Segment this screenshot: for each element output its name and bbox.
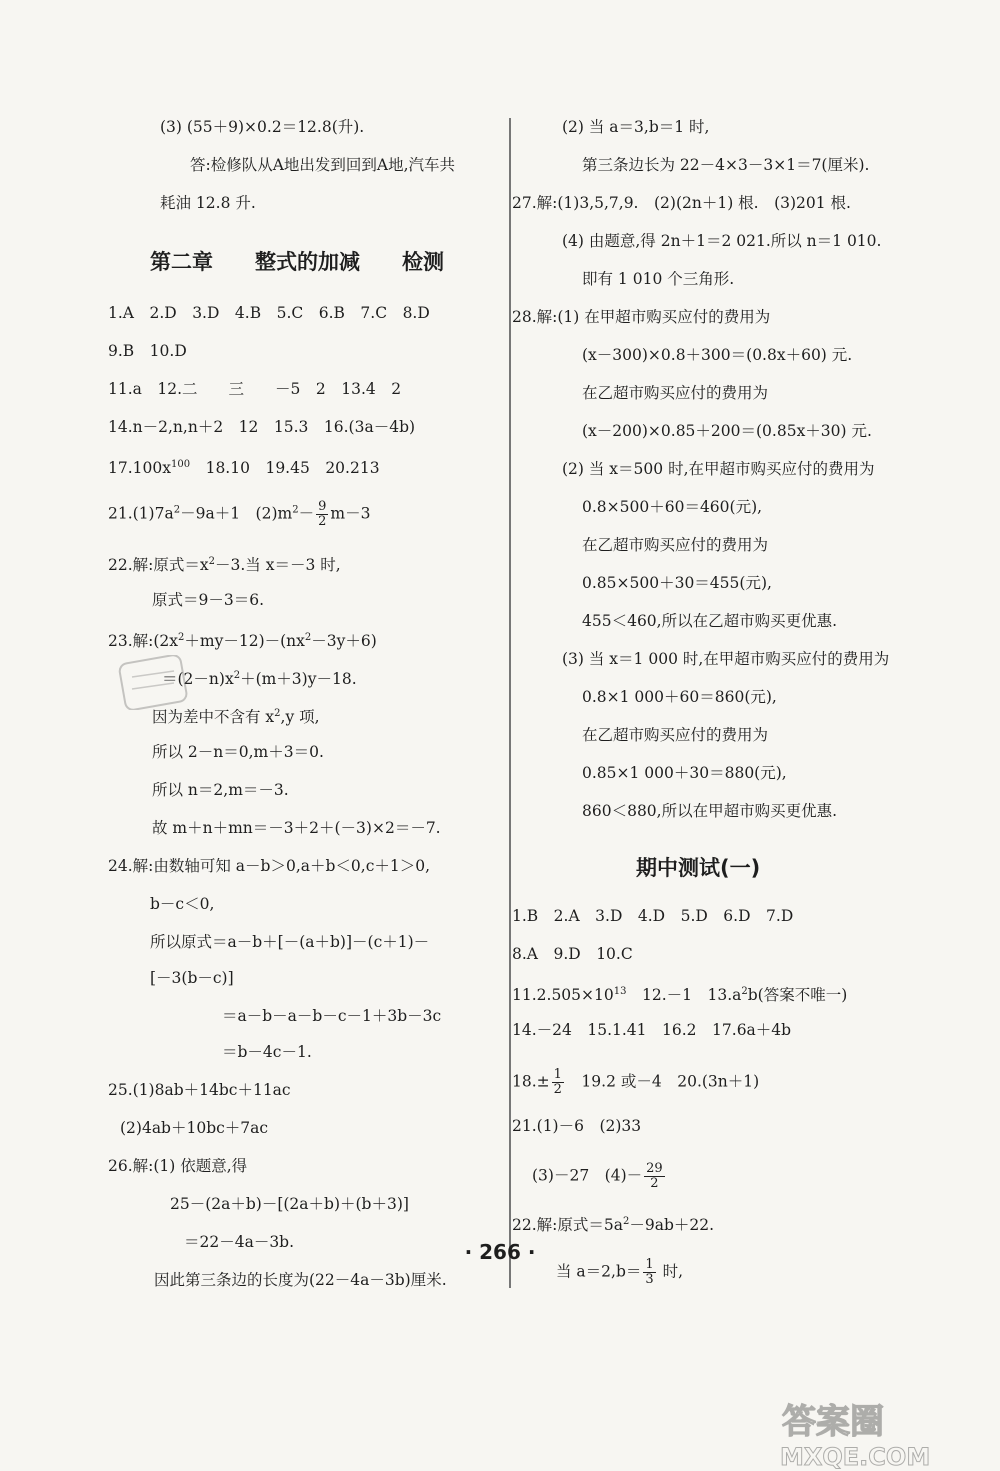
text: 19.2 或－4 20.(3n＋1) — [565, 1072, 760, 1091]
answer-line: 27.解:(1)3,5,7,9. (2)(2n＋1) 根. (3)201 根. — [512, 194, 851, 212]
denominator: 2 — [553, 1082, 562, 1097]
answer-line — [108, 500, 370, 529]
answer-line: 26.解:(1) 依题意,得 — [108, 1157, 248, 1175]
answer-line: ＝b－4c－1. — [222, 1043, 312, 1061]
superscript: 2 — [233, 670, 241, 681]
answer-line: 21.(1)－6 (2)33 — [512, 1117, 642, 1135]
faint-stamp-mark — [118, 655, 188, 710]
answer-line: 25－(2a＋b)－[(2a＋b)＋(b＋3)] — [170, 1195, 409, 1213]
text: m－3 — [330, 504, 371, 523]
answer-line: (4) 由题意,得 2n＋1＝2 021.所以 n＝1 010. — [562, 232, 882, 250]
answer-line: 第三条边长为 22－4×3－3×1＝7(厘米). — [582, 156, 870, 174]
answer-line — [162, 666, 357, 689]
denominator: 2 — [650, 1176, 659, 1191]
answer-line: 860＜880,所以在甲超市购买更优惠. — [582, 802, 838, 820]
answer-line: 所以 2－n＝0,m＋3＝0. — [152, 743, 324, 761]
answer-line — [108, 552, 341, 575]
section-heading: 第二章 整式的加减 检测 — [150, 250, 444, 274]
answer-line: 28.解:(1) 在甲超市购买应付的费用为 — [512, 308, 771, 326]
numerator: 9 — [318, 499, 327, 514]
superscript: 100 — [170, 459, 191, 470]
answer-line: 所以 n＝2,m＝－3. — [152, 781, 289, 799]
fraction — [552, 1068, 564, 1097]
fraction — [644, 1162, 665, 1191]
answer-line: ＝a－b－a－b－c－1＋3b－3c — [222, 1007, 442, 1025]
answer-line: 0.85×1 000＋30＝880(元), — [582, 764, 787, 782]
answer-line — [512, 1212, 714, 1235]
answer-line: 1.B 2.A 3.D 4.D 5.D 6.D 7.D — [512, 907, 794, 925]
superscript: 2 — [622, 1216, 630, 1227]
answer-line: 0.85×500＋30＝455(元), — [582, 574, 772, 592]
answer-line — [532, 1162, 667, 1191]
superscript: 2 — [274, 708, 281, 719]
text: －3.当 x＝－3 时, — [215, 556, 341, 575]
superscript: 2 — [173, 504, 181, 516]
text: 18.10 19.45 20.213 — [190, 459, 380, 478]
answer-line — [512, 1068, 759, 1097]
denominator: 2 — [318, 514, 327, 529]
text: 11.2.505×10 — [512, 986, 614, 1005]
section-heading: 期中测试(一) — [636, 856, 761, 880]
answer-line: (x－300)×0.8＋300＝(0.8x＋60) 元. — [582, 346, 853, 364]
answer-line: (x－200)×0.85＋200＝(0.85x＋30) 元. — [582, 422, 872, 440]
text: b(答案不唯一) — [747, 986, 848, 1005]
text: 22.解:原式＝x — [108, 556, 209, 575]
answer-line: 在乙超市购买应付的费用为 — [582, 384, 769, 402]
answer-line: 所以原式＝a－b＋[－(a＋b)]－(c＋1)－ — [150, 933, 430, 951]
page-number: · 266 · — [464, 1240, 536, 1264]
text: 因为差中不含有 x — [152, 708, 275, 727]
answer-line — [512, 982, 847, 1005]
answer-line: (2) 当 x＝500 时,在甲超市购买应付的费用为 — [562, 460, 875, 478]
text: ＋(m＋3)y－18. — [240, 670, 357, 689]
answer-line: 故 m＋n＋mn＝－3＋2＋(－3)×2＝－7. — [152, 819, 441, 837]
answer-line: [－3(b－c)] — [150, 969, 234, 987]
text: ＝(2－n)x — [162, 670, 234, 689]
text: 17.100x — [108, 459, 171, 478]
answer-line: 原式＝9－3＝6. — [152, 591, 265, 609]
answer-line: 在乙超市购买应付的费用为 — [582, 726, 769, 744]
superscript: 2 — [741, 986, 748, 997]
answer-line: 25.(1)8ab＋14bc＋11ac — [108, 1081, 291, 1099]
watermark-logo — [770, 1395, 990, 1470]
answer-line: 即有 1 010 个三角形. — [582, 270, 735, 288]
superscript: 13 — [613, 986, 627, 997]
text: 12.－1 13.a — [626, 986, 742, 1005]
column-divider — [509, 118, 511, 1288]
answer-line — [108, 455, 380, 478]
text: － — [298, 504, 315, 523]
answer-line: 0.8×500＋60＝460(元), — [582, 498, 763, 516]
text: －3y＋6) — [311, 632, 377, 651]
text: 22.解:原式＝5a — [512, 1216, 623, 1235]
text: 21.(1)7a — [108, 504, 174, 523]
answer-line: 455＜460,所以在乙超市购买更优惠. — [582, 612, 838, 630]
answer-line: 在乙超市购买应付的费用为 — [582, 536, 769, 554]
text: －9ab＋22. — [629, 1216, 715, 1235]
watermark-main: 答案圈 — [782, 1402, 884, 1442]
superscript: 2 — [178, 632, 185, 643]
superscript: 2 — [304, 632, 312, 643]
text: (3)－27 (4)－ — [532, 1166, 643, 1185]
answer-line: 11.a 12.二 三 －5 2 13.4 2 — [108, 380, 402, 398]
answer-line: 0.8×1 000＋60＝860(元), — [582, 688, 777, 706]
answer-line: (3) (55＋9)×0.2＝12.8(升). — [160, 118, 365, 136]
answer-line: ＝22－4a－3b. — [184, 1233, 295, 1251]
superscript: 2 — [292, 504, 299, 516]
answer-line — [108, 628, 377, 651]
numerator: 1 — [553, 1067, 562, 1082]
answer-line: 答:检修队从A地出发到回到A地,汽车共 — [190, 156, 456, 174]
answer-line: (2)4ab＋10bc＋7ac — [120, 1119, 269, 1137]
answer-line: 14.n－2,n,n＋2 12 15.3 16.(3a－4b) — [108, 418, 416, 436]
text: 18.± — [512, 1072, 550, 1091]
answer-line: 24.解:由数轴可知 a－b＞0,a＋b＜0,c＋1＞0, — [108, 857, 431, 875]
answer-line: 耗油 12.8 升. — [160, 194, 256, 212]
numerator: 1 — [645, 1257, 654, 1272]
answer-line: 14.－24 15.1.41 16.2 17.6a＋4b — [512, 1021, 792, 1039]
numerator: 29 — [646, 1161, 663, 1176]
text: ＋my－12)－(nx — [184, 632, 305, 651]
text: ,y 项, — [280, 708, 320, 727]
answer-line: 9.B 10.D — [108, 342, 187, 360]
answer-line: (3) 当 x＝1 000 时,在甲超市购买应付的费用为 — [562, 650, 890, 668]
denominator: 3 — [645, 1272, 654, 1287]
answer-line: 8.A 9.D 10.C — [512, 945, 633, 963]
answer-line: 1.A 2.D 3.D 4.B 5.C 6.B 7.C 8.D — [108, 304, 430, 322]
answer-line: b－c＜0, — [150, 895, 215, 913]
text: －9a＋1 (2)m — [180, 504, 293, 523]
answer-line: (2) 当 a＝3,b＝1 时, — [562, 118, 710, 136]
superscript: 2 — [208, 556, 215, 567]
text: 23.解:(2x — [108, 632, 179, 651]
text: 当 a＝2,b＝ — [556, 1262, 642, 1281]
text: 时, — [657, 1262, 684, 1281]
answer-line: 因此第三条边的长度为(22－4a－3b)厘米. — [154, 1271, 447, 1289]
fraction — [316, 500, 328, 529]
watermark-sub: MXQE.COM — [780, 1443, 931, 1470]
